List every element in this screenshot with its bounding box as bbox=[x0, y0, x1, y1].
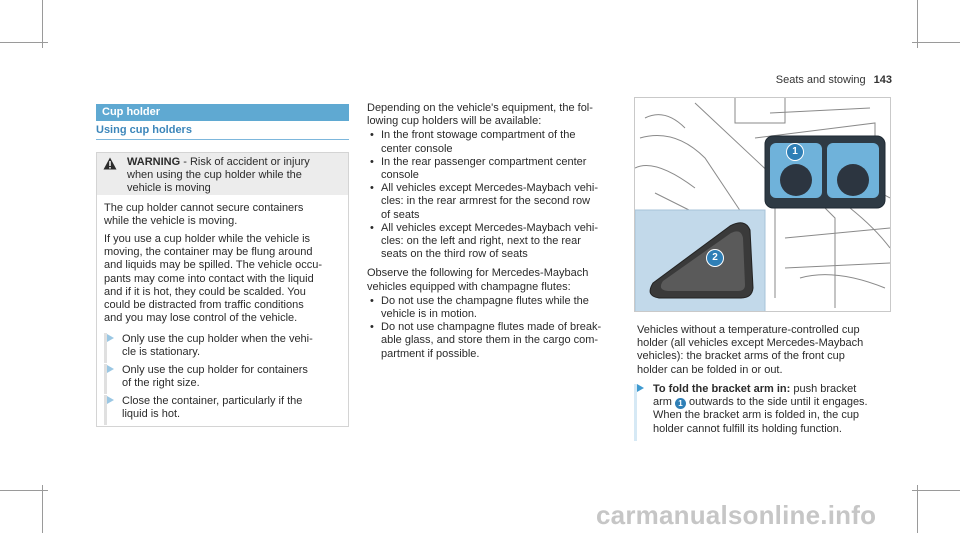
text-line: could be distracted from traffic conditions bbox=[104, 299, 304, 312]
text-line: holder cannot fulfill its holding function. bbox=[653, 422, 842, 435]
text-line: Only use the cup holder when the vehi- bbox=[122, 333, 313, 345]
text-line: Close the container, particularly if the bbox=[122, 395, 303, 407]
callout-1: 1 bbox=[786, 143, 804, 161]
warning-para-2 bbox=[104, 233, 344, 325]
subheading-rule bbox=[96, 139, 349, 140]
crop-mark bbox=[917, 485, 918, 533]
text-line: vehicles): the bracket arms of the front cup bbox=[637, 350, 845, 363]
text-line: When the bracket arm is folded in, the cup bbox=[653, 409, 860, 422]
step-arrow-icon bbox=[107, 396, 114, 404]
warning-line: vehicle is moving bbox=[127, 182, 211, 195]
list-item: • In the rear passenger compartment center console bbox=[367, 156, 622, 182]
list-item: • Do not use the champagne flutes while the vehicle is in motion. bbox=[367, 295, 622, 321]
crop-mark bbox=[912, 42, 960, 43]
text-line: Vehicles without a temperature-controlled cup bbox=[637, 324, 860, 336]
step-arrow-icon bbox=[637, 384, 644, 392]
text-line: holder can be folded in or out. bbox=[637, 363, 783, 376]
warning-para-1 bbox=[104, 202, 344, 228]
text-line: The cup holder cannot secure containers bbox=[104, 202, 304, 214]
crop-mark bbox=[42, 0, 43, 48]
warning-triangle-icon bbox=[103, 157, 117, 170]
text-line: Only use the cup holder for containers bbox=[122, 364, 308, 376]
text-line: Depending on the vehicle's equipment, the fol- bbox=[367, 102, 593, 114]
text-line: lowing cup holders will be available: bbox=[367, 115, 542, 128]
watermark: carmanualsonline.info bbox=[596, 500, 877, 530]
instruction bbox=[653, 383, 893, 436]
page-number: 143 bbox=[873, 74, 892, 86]
crop-mark bbox=[0, 490, 48, 491]
list-item: • All vehicles except Mercedes-Maybach vehi- cles: in the rear armrest for the second row of seats bbox=[367, 182, 622, 222]
header-section: Seats and stowing bbox=[775, 74, 866, 86]
section-title: Cup holder bbox=[96, 104, 349, 121]
instruction-bar bbox=[634, 384, 637, 441]
text-line: vehicles equipped with champagne flutes: bbox=[367, 280, 571, 293]
right-para bbox=[637, 324, 897, 377]
instruction-bold: To fold the bracket arm in: bbox=[653, 383, 791, 395]
text-line: outwards to the side until it engages. bbox=[686, 396, 868, 409]
text-line: moving, the container may be flung around bbox=[104, 246, 313, 259]
text-line: of the right size. bbox=[122, 377, 200, 390]
text-line: and if it is hot, they could be scalded. You bbox=[104, 285, 306, 298]
middle-column bbox=[367, 102, 622, 361]
text-line: arm bbox=[653, 396, 675, 409]
observe-para bbox=[367, 267, 622, 293]
crop-mark bbox=[0, 42, 48, 43]
step-arrow-icon bbox=[107, 365, 114, 373]
text-line: cle is stationary. bbox=[122, 346, 201, 359]
text-line: If you use a cup holder while the vehicle is bbox=[104, 233, 311, 245]
crop-mark bbox=[42, 485, 43, 533]
warning-line: when using the cup holder while the bbox=[127, 169, 302, 182]
text-line: push bracket bbox=[790, 383, 857, 395]
text-line: liquid is hot. bbox=[122, 408, 181, 421]
list-item: • All vehicles except Mercedes-Maybach vehi- cles: on the left and right, next to the rear seats on the third row of seats bbox=[367, 222, 622, 262]
champagne-list bbox=[367, 295, 622, 361]
text-line: while the vehicle is moving. bbox=[104, 215, 238, 228]
warning-line: - Risk of accident or injury bbox=[180, 156, 310, 168]
intro-para bbox=[367, 102, 622, 128]
step-2 bbox=[122, 364, 327, 390]
warning-text bbox=[127, 156, 342, 196]
console-drawing bbox=[635, 98, 891, 312]
step-1 bbox=[122, 333, 327, 359]
cup-holder-list bbox=[367, 129, 622, 261]
crop-mark bbox=[912, 490, 960, 491]
inline-callout-1: 1 bbox=[675, 398, 686, 409]
text-line: and liquids may be spilled. The vehicle occu- bbox=[104, 259, 323, 272]
crop-mark bbox=[917, 0, 918, 48]
warning-label: WARNING bbox=[127, 156, 181, 168]
text-line: holder (all vehicles except Mercedes-Maybach bbox=[637, 337, 864, 350]
text-line: pants may come into contact with the liquid bbox=[104, 272, 314, 285]
step-arrow-icon bbox=[107, 334, 114, 342]
step-3 bbox=[122, 395, 327, 421]
callout-2: 2 bbox=[706, 249, 724, 267]
list-item: • In the front stowage compartment of the center console bbox=[367, 129, 622, 155]
subheading: Using cup holders bbox=[96, 124, 192, 136]
text-line: Observe the following for Mercedes-Maybach bbox=[367, 267, 589, 280]
running-header bbox=[776, 74, 892, 86]
cup-holder-illustration bbox=[634, 97, 891, 312]
list-item: • Do not use champagne flutes made of break- able glass, and store them in the cargo com- partment if possible. bbox=[367, 321, 622, 361]
text-line: and you may lose control of the vehicle. bbox=[104, 312, 298, 325]
